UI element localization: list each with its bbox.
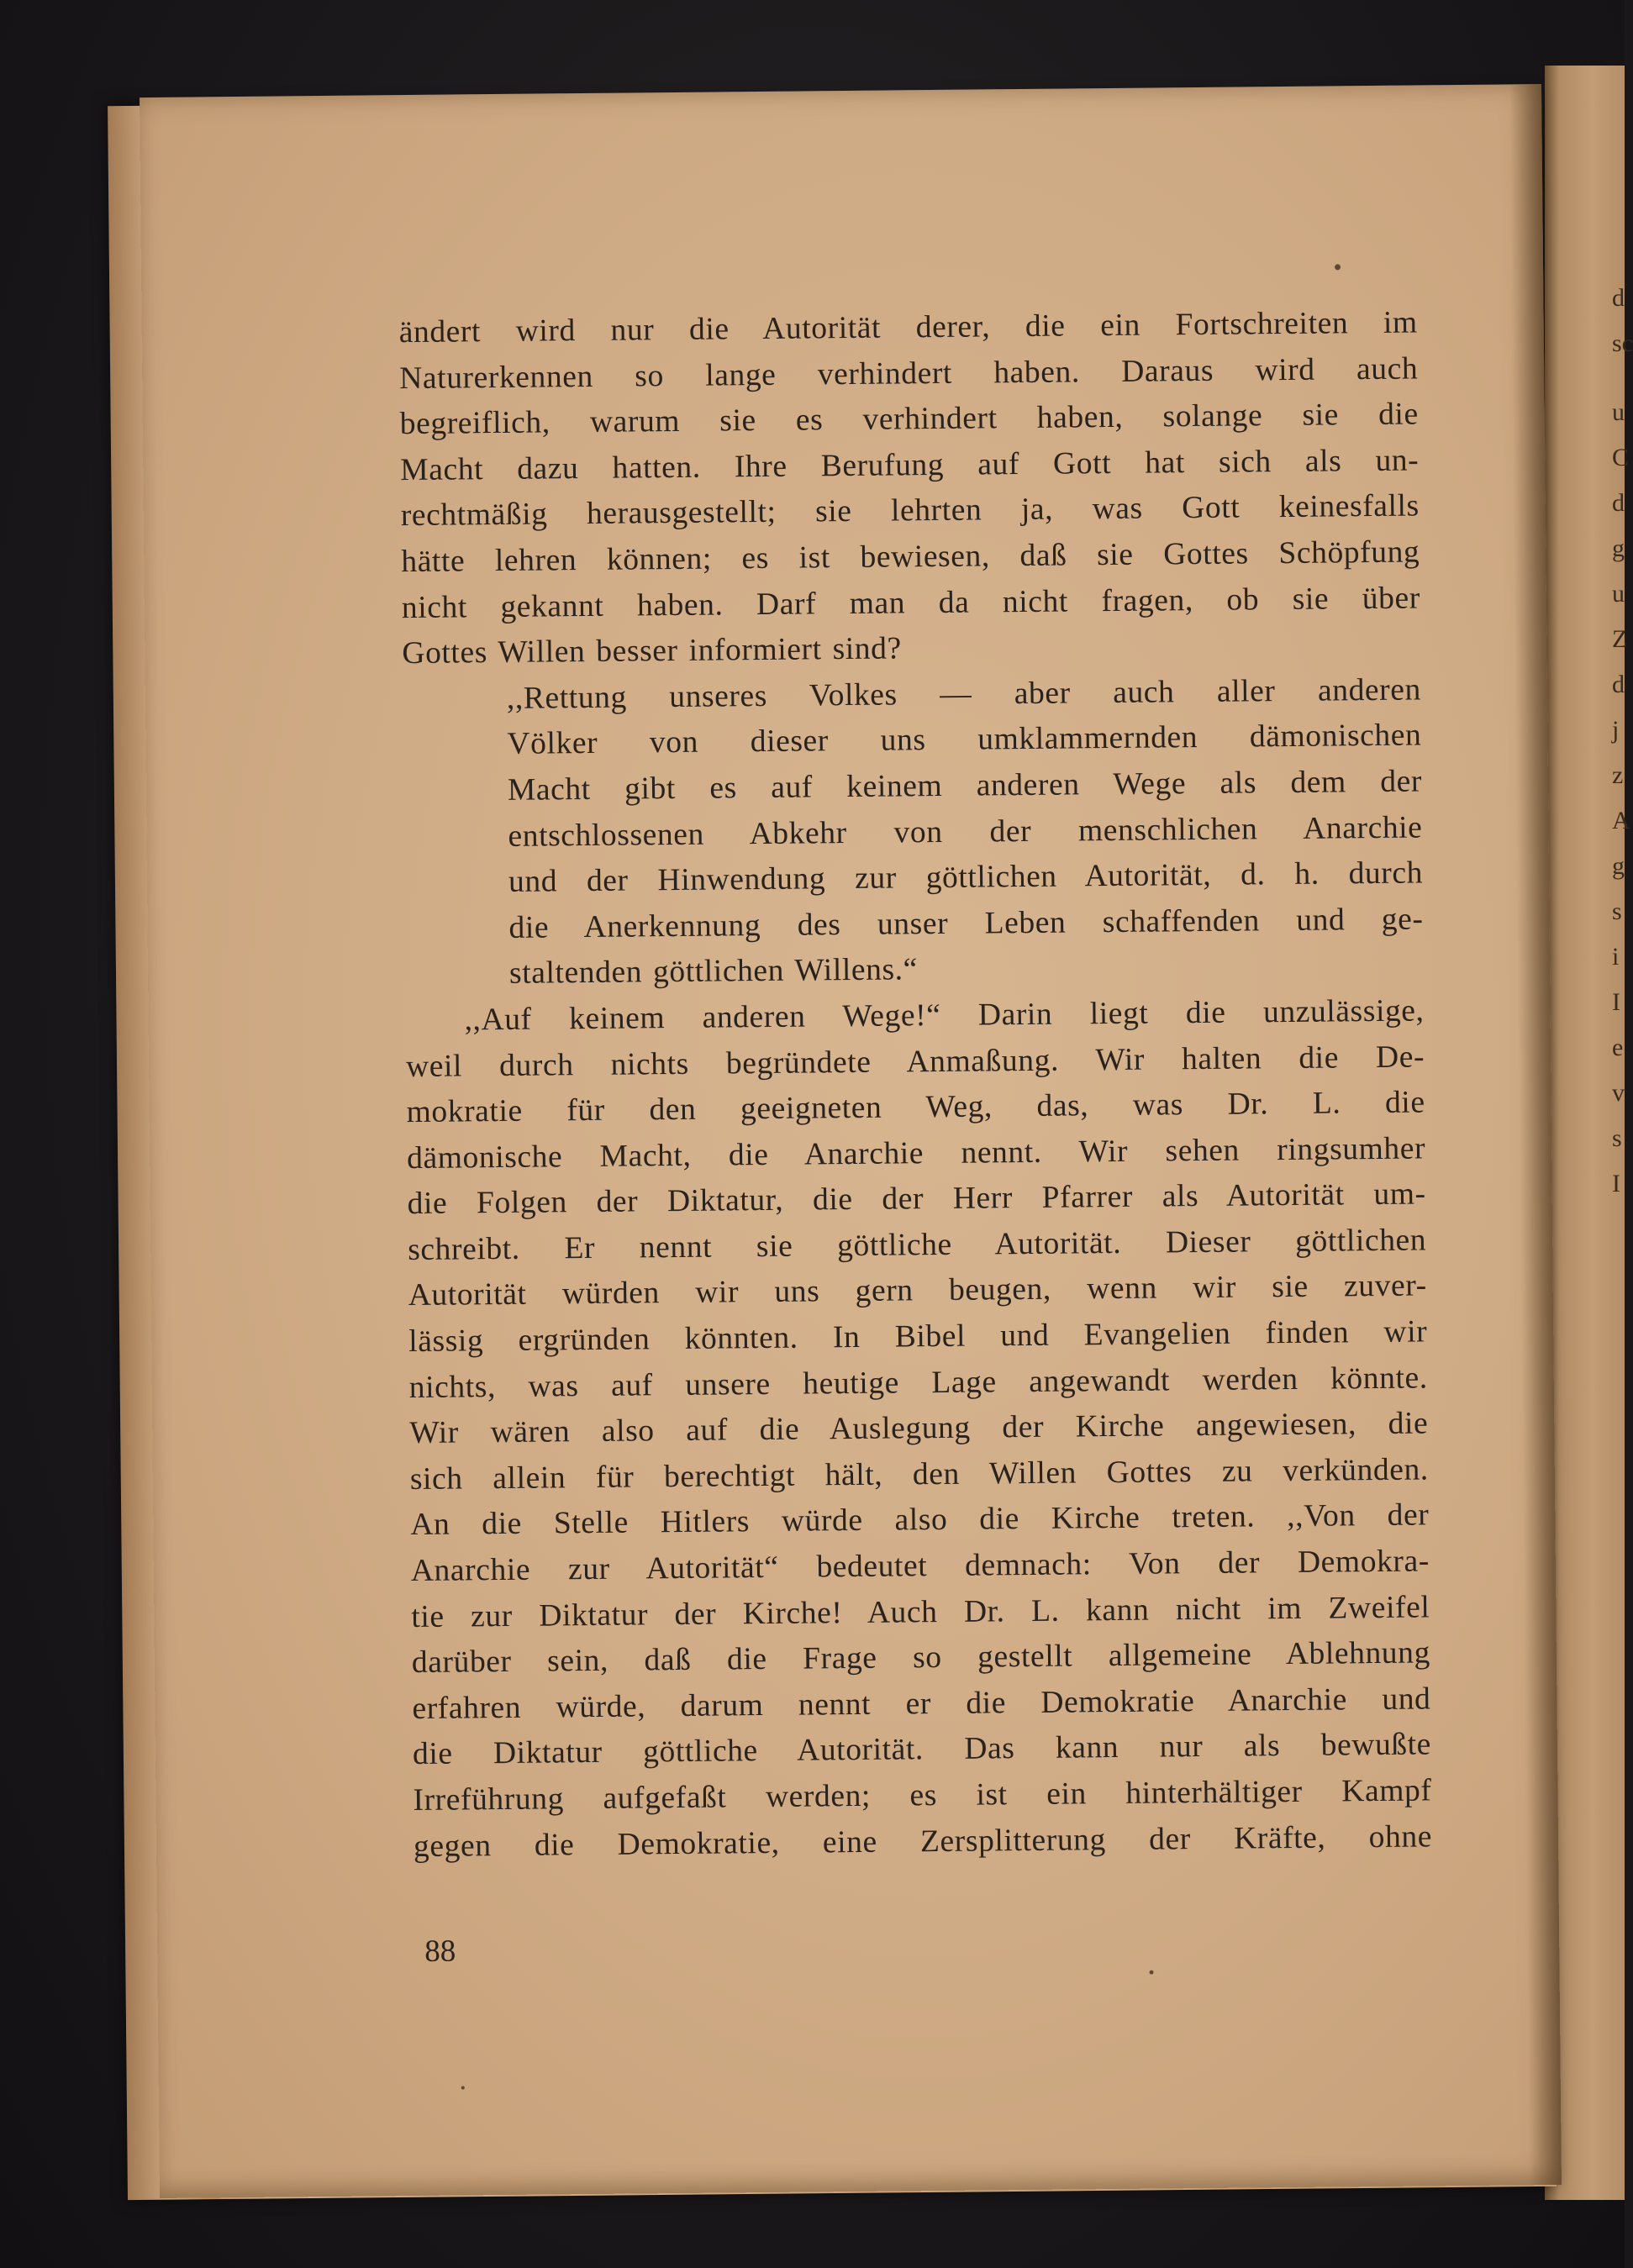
adjacent-page-fragment: s xyxy=(1612,1124,1622,1152)
quote-line: staltenden göttlichen Willens.“ xyxy=(508,952,919,992)
paper-speck xyxy=(1335,264,1341,270)
book-page xyxy=(140,84,1562,2198)
text-line: begreiflich, warum sie es verhindert haben, solange sie die xyxy=(399,397,1419,442)
page-text xyxy=(398,300,1432,1870)
text-line: sich allein für berechtigt hält, den Willen Gottes zu verkünden. xyxy=(409,1452,1429,1497)
paper-speck xyxy=(1149,1971,1153,1975)
adjacent-page-fragment: j xyxy=(1612,716,1620,744)
adjacent-page-fragment: g xyxy=(1612,852,1625,880)
text-line: schreibt. Er nennt sie göttliche Autorität. Dieser göttlichen xyxy=(408,1223,1427,1267)
quote-line: und der Hinwendung zur göttlichen Autorität, d. h. durch xyxy=(508,855,1424,900)
adjacent-page-fragment: d xyxy=(1612,671,1625,698)
adjacent-page-fragment: C xyxy=(1612,444,1630,471)
adjacent-page-fragment: sc xyxy=(1612,329,1633,357)
page-number: 88 xyxy=(424,1934,456,1969)
adjacent-page-fragment: z xyxy=(1612,761,1624,789)
adjacent-page-fragment: u xyxy=(1612,580,1625,608)
adjacent-page-fragment: u xyxy=(1612,398,1625,426)
text-line: Naturerkennen so lange verhindert haben. Daraus wird auch xyxy=(399,351,1419,396)
text-line: ,,Auf keinem anderen Wege!“ Darin liegt die unzulässige, xyxy=(464,993,1425,1038)
adjacent-page-fragment: I xyxy=(1612,1170,1620,1197)
paper-speck xyxy=(461,2086,465,2089)
text-line: die Diktatur göttliche Autorität. Das kann nur als bewußte xyxy=(412,1727,1432,1772)
quote-line: ,,Rettung unseres Volkes — aber auch aller anderen xyxy=(506,672,1422,716)
text-line: Autorität würden wir uns gern beugen, wenn wir sie zuver- xyxy=(408,1268,1427,1313)
text-line: mokratie für den geeigneten Weg, das, was Dr. L. die xyxy=(406,1085,1425,1130)
text-line: weil durch nichts begründete Anmaßung. Wir halten die De- xyxy=(405,1039,1425,1084)
text-line: tie zur Diktatur der Kirche! Auch Dr. L. kann nicht im Zweifel xyxy=(411,1590,1430,1634)
text-line: darüber sein, daß die Frage so gestellt allgemeine Ablehnung xyxy=(411,1635,1431,1681)
text-line: Wir wären also auf die Auslegung der Kirche angewiesen, die xyxy=(409,1406,1429,1451)
text-line: erfahren würde, darum nennt er die Demokratie Anarchie und xyxy=(412,1681,1431,1726)
adjacent-page-fragment: g xyxy=(1612,534,1625,562)
text-line: nichts, was auf unsere heutige Lage angewandt werden könnte. xyxy=(408,1360,1428,1405)
adjacent-page-fragment: I xyxy=(1612,988,1620,1016)
adjacent-page-fragment: Z xyxy=(1612,625,1628,653)
text-line: Irreführung aufgefaßt werden; es ist ein hinterhältiger Kampf xyxy=(413,1773,1432,1818)
adjacent-page-fragment: s xyxy=(1612,897,1622,925)
text-line: gegen die Demokratie, eine Zersplitterung der Kräfte, ohne xyxy=(413,1818,1433,1864)
quote-line: die Anerkennung des unser Leben schaffenden und ge- xyxy=(508,902,1424,945)
text-line: hätte lehren können; es ist bewiesen, daß sie Gottes Schöpfung xyxy=(401,534,1420,580)
text-line: Macht dazu hatten. Ihre Berufung auf Gott hat sich als un- xyxy=(400,443,1420,487)
text-line: ändert wird nur die Autorität derer, die ein Fortschreiten im xyxy=(398,305,1418,350)
adjacent-page-fragment: d xyxy=(1612,284,1625,312)
text-line: lässig ergründen könnten. In Bibel und Evangelien finden wir xyxy=(408,1314,1428,1360)
adjacent-page-fragment: A xyxy=(1612,807,1630,834)
adjacent-page-fragment: e xyxy=(1612,1034,1624,1061)
adjacent-page-fragment: i xyxy=(1612,943,1620,971)
text-line: nicht gekannt haben. Darf man da nicht fragen, ob sie über xyxy=(401,581,1421,625)
adjacent-page-fragment: d xyxy=(1612,489,1625,517)
text-line: rechtmäßig herausgestellt; sie lehrten ja, was Gott keinesfalls xyxy=(400,488,1420,534)
text-line: Gottes Willen besser informiert sind? xyxy=(402,631,902,671)
text-line: Anarchie zur Autorität“ bedeutet demnach: Von der Demokra- xyxy=(410,1544,1430,1589)
text-line: An die Stelle Hitlers würde also die Kirche treten. ,,Von der xyxy=(410,1497,1430,1543)
text-line: die Folgen der Diktatur, die der Herr Pfarrer als Autorität um- xyxy=(407,1176,1426,1222)
quote-line: Völker von dieser uns umklammernden dämonischen xyxy=(507,718,1422,762)
adjacent-page-fragment: v xyxy=(1612,1079,1625,1107)
quote-line: entschlossenen Abkehr von der menschlichen Anarchie xyxy=(508,809,1423,854)
text-line: dämonische Macht, die Anarchie nennt. Wir sehen ringsumher xyxy=(406,1131,1426,1176)
quote-line: Macht gibt es auf keinem anderen Wege als dem der xyxy=(507,764,1423,808)
